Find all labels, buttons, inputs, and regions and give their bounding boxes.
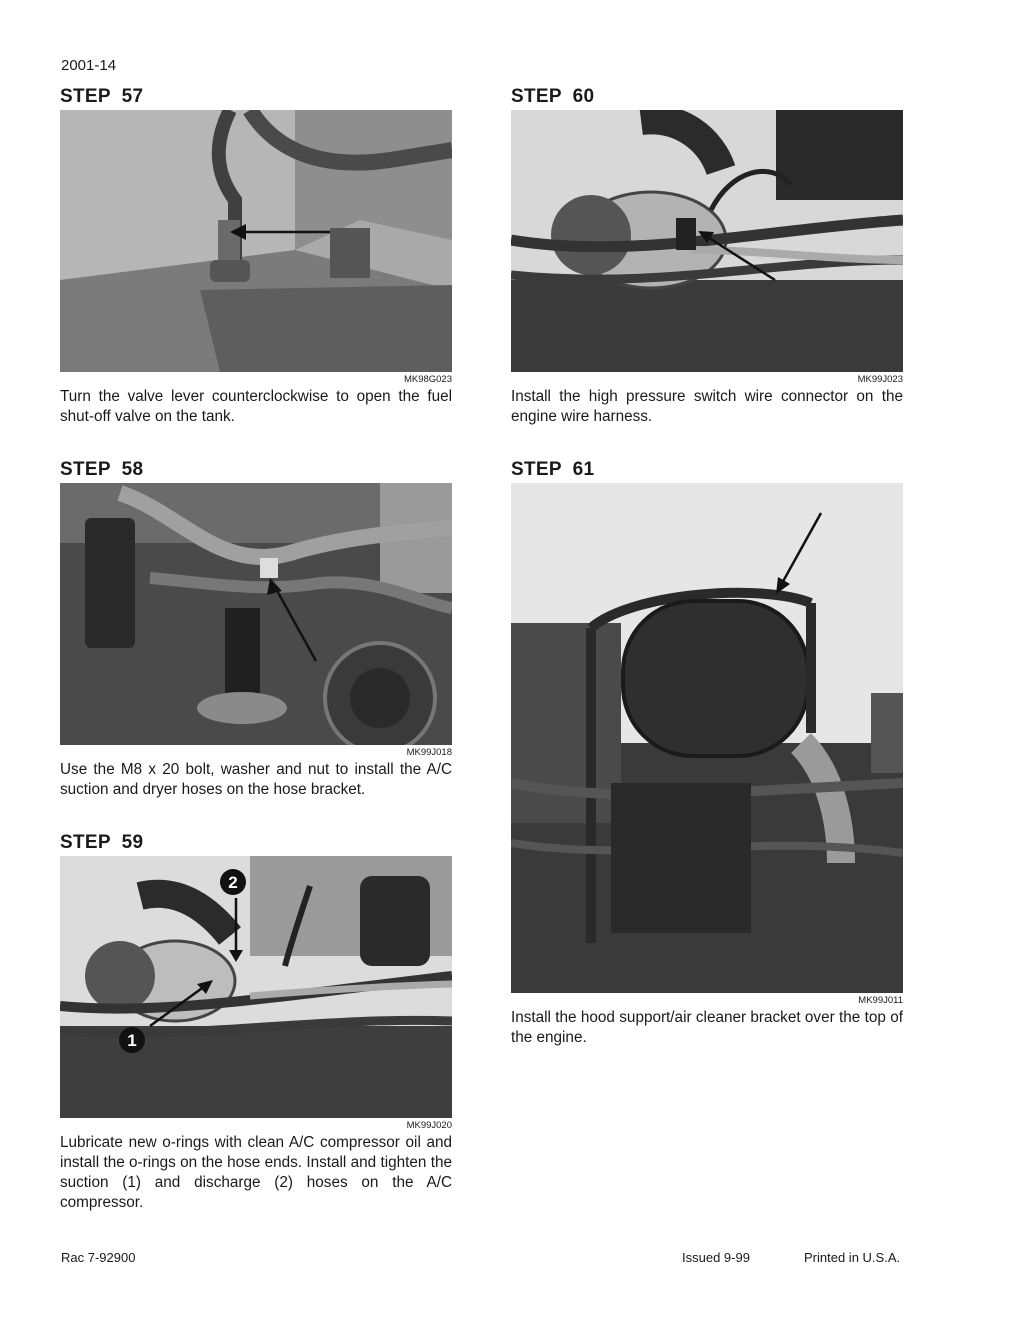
step-title: STEP 60 bbox=[511, 86, 595, 107]
step-57-photo bbox=[60, 110, 452, 372]
step-title: STEP 57 bbox=[60, 86, 144, 107]
step-59 bbox=[60, 832, 452, 1213]
step-58-photo bbox=[60, 483, 452, 745]
step-title: STEP 61 bbox=[511, 459, 595, 480]
footer-doc-number: Rac 7-92900 bbox=[61, 1250, 136, 1265]
step-60 bbox=[511, 86, 903, 427]
step-61 bbox=[511, 459, 903, 1048]
image-code: MK99J011 bbox=[858, 995, 903, 1006]
step-caption: Lubricate new o-rings with clean A/C compressor oil and install the o-rings on the hose ends. Install and tighten the suction (1) and discharge (2) hoses on the A/C compressor. bbox=[60, 1134, 452, 1211]
step-title: STEP 58 bbox=[60, 459, 144, 480]
page-number: 2001-14 bbox=[61, 57, 117, 74]
step-caption: Turn the valve lever counterclockwise to open the fuel shut-off valve on the tank. bbox=[60, 388, 452, 425]
image-code: MK98G023 bbox=[403, 374, 452, 385]
step-58 bbox=[60, 459, 452, 800]
image-code: MK99J020 bbox=[406, 1120, 452, 1131]
step-61-photo bbox=[511, 483, 903, 993]
step-57 bbox=[60, 86, 452, 427]
image-code: MK99J023 bbox=[857, 374, 903, 385]
callout-1: 1 bbox=[127, 1031, 137, 1050]
callout-2: 2 bbox=[228, 873, 238, 892]
step-caption: Use the M8 x 20 bolt, washer and nut to install the A/C suction and dryer hoses on the hose bracket. bbox=[60, 761, 452, 798]
step-59-photo bbox=[60, 856, 452, 1118]
step-title: STEP 59 bbox=[60, 832, 144, 853]
step-caption: Install the high pressure switch wire connector on the engine wire harness. bbox=[511, 388, 903, 425]
step-caption: Install the hood support/air cleaner bracket over the top of the engine. bbox=[511, 1009, 903, 1046]
image-code: MK99J018 bbox=[406, 747, 452, 758]
footer-issued: Issued 9-99 bbox=[682, 1250, 750, 1265]
step-60-photo bbox=[511, 110, 903, 372]
footer-printed: Printed in U.S.A. bbox=[804, 1250, 901, 1265]
